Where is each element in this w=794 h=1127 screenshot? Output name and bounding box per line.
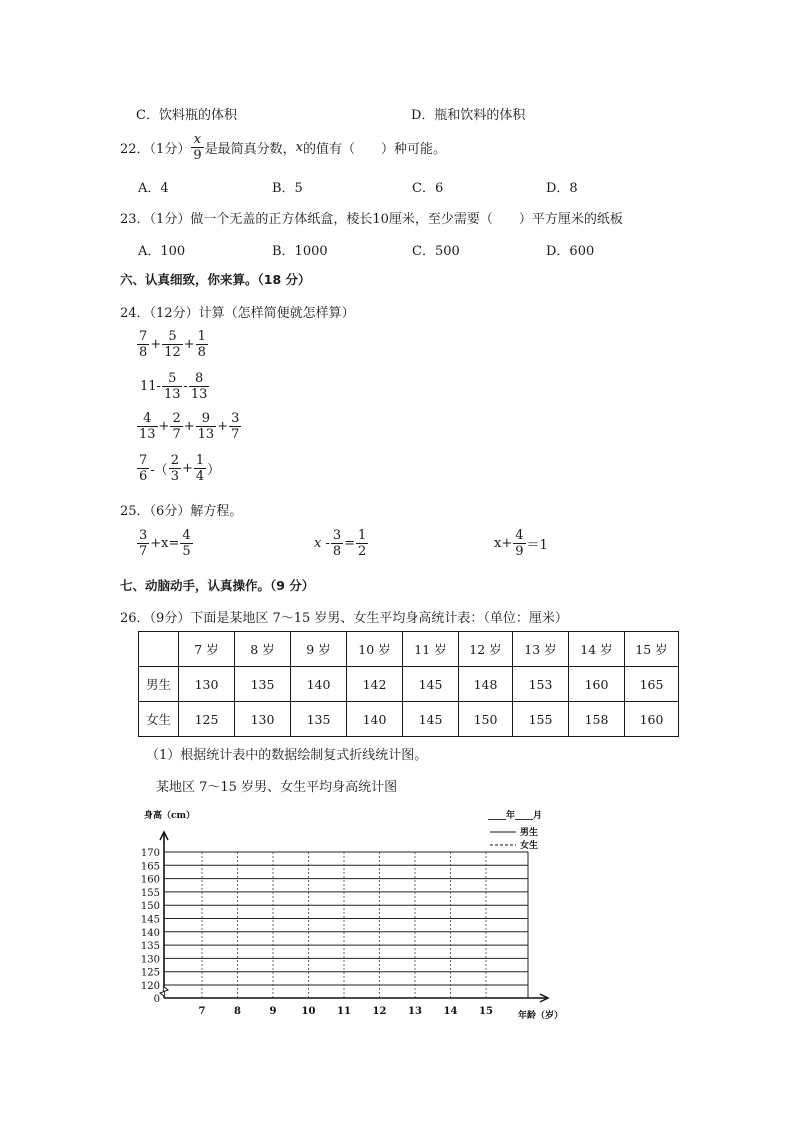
table-cell: 7 岁 — [179, 632, 235, 667]
q22-text-b: 的值有（ ）种可能。 — [302, 142, 446, 157]
q23-stem: 23．（1分）做一个无盖的正方体纸盒，棱长10厘米，至少需要（ ）平方厘米的纸板 — [120, 212, 623, 227]
fraction: $\frac{5}{13}$ — [163, 371, 181, 402]
q21-option-d: D．瓶和饮料的体积 — [411, 108, 526, 123]
table-cell: 8 岁 — [235, 632, 291, 667]
table-cell: 12 岁 — [459, 632, 513, 667]
y-axis-label: 身高（cm） — [144, 811, 196, 821]
section-heading: 七、动脑动手，认真操作。（9 分） — [120, 578, 315, 593]
fraction: $\frac{x}{9}$ — [193, 132, 202, 163]
fraction: $\frac{3}{8}$ — [332, 528, 342, 559]
y-tick-label: 170 — [140, 848, 160, 859]
x-tick-label: 9 — [269, 1006, 277, 1017]
q23-option: C．500 — [412, 244, 460, 259]
fraction: $\frac{2}{7}$ — [172, 411, 181, 442]
table-cell: 10 岁 — [347, 632, 403, 667]
x-tick-label: 12 — [372, 1006, 387, 1017]
table-cell: 160 — [625, 702, 679, 737]
table-cell: 142 — [347, 667, 403, 702]
table-cell: 150 — [459, 702, 513, 737]
x-tick-label: 10 — [301, 1006, 316, 1017]
fraction: $\frac{5}{12}$ — [164, 329, 181, 360]
q22-number: 22．（1分） — [120, 142, 191, 157]
operator: +x= — [150, 536, 180, 551]
y-tick-label: 160 — [140, 874, 160, 886]
q23-option: A．100 — [138, 244, 186, 259]
table-cell: 9 岁 — [291, 632, 347, 667]
operator: + — [183, 419, 195, 434]
q22-option: D．8 — [546, 181, 578, 196]
fraction: $\frac{1}{8}$ — [197, 329, 206, 360]
table-cell: 140 — [347, 702, 403, 737]
q21-option-c: C．饮料瓶的体积 — [136, 108, 237, 123]
axis-break-mark — [160, 987, 168, 996]
operand: x - — [314, 536, 330, 551]
table-cell: 135 — [235, 667, 291, 702]
y-tick-label: 165 — [140, 861, 160, 873]
fraction: $\frac{2}{3}$ — [170, 453, 179, 484]
fraction: $\frac{4}{5}$ — [182, 528, 191, 559]
table-cell: 14 岁 — [569, 632, 625, 667]
fraction: $\frac{1}{2}$ — [358, 528, 367, 559]
operator: = — [344, 536, 356, 551]
x-tick-label: 14 — [443, 1006, 458, 1017]
operator: + — [217, 419, 229, 434]
y-tick-label: 155 — [140, 887, 160, 899]
legend-date: ____年____月 — [488, 811, 543, 821]
table-cell: 女生 — [139, 702, 179, 737]
section-heading: 六、认真细致，你来算。（18 分） — [120, 272, 311, 287]
y-tick-label: 130 — [140, 954, 160, 966]
operator: - — [183, 379, 188, 394]
table-cell: 130 — [235, 702, 291, 737]
table-cell: 125 — [179, 702, 235, 737]
table-cell: 11 岁 — [403, 632, 459, 667]
fraction: $\frac{8}{13}$ — [190, 371, 208, 402]
fraction: $\frac{1}{4}$ — [195, 453, 205, 484]
fraction: $\frac{4}{9}$ — [515, 528, 524, 559]
operator: ） — [207, 463, 221, 478]
table-cell: 160 — [569, 667, 625, 702]
fraction: $\frac{9}{13}$ — [197, 411, 215, 442]
q22-option: A．4 — [138, 181, 169, 196]
y-tick-label: 150 — [140, 901, 160, 913]
legend-label: 男生 — [520, 828, 539, 838]
table-cell: 153 — [513, 667, 569, 702]
q25-stem: 25．（6分）解方程。 — [120, 504, 243, 519]
x-tick-label: 13 — [408, 1006, 422, 1017]
table-cell: 148 — [459, 667, 513, 702]
y-tick-label: 120 — [140, 981, 160, 992]
operand: 11- — [140, 379, 161, 394]
table-cell: 145 — [403, 702, 459, 737]
table-cell: 155 — [513, 702, 569, 737]
fraction: $\frac{3}{7}$ — [139, 528, 148, 559]
q24-stem: 24．（12分）计算（怎样简便就怎样算） — [120, 306, 355, 321]
x-tick-label: 8 — [234, 1006, 241, 1017]
operator: + — [181, 461, 193, 476]
x-axis-label: 年龄（岁） — [518, 1011, 564, 1021]
table-cell: 13 岁 — [513, 632, 569, 667]
operator: -（ — [150, 463, 168, 478]
x-tick-label: 15 — [479, 1006, 493, 1017]
operator: + — [158, 419, 170, 434]
table-cell: 140 — [291, 667, 347, 702]
x-tick-label: 11 — [337, 1006, 351, 1017]
q23-option: D．600 — [546, 244, 595, 259]
q22-option: C．6 — [412, 181, 444, 196]
operator: + — [150, 337, 162, 352]
table-cell: 男生 — [139, 667, 179, 702]
table-cell: 135 — [291, 702, 347, 737]
fraction: $\frac{3}{7}$ — [231, 411, 240, 442]
table-cell: 130 — [179, 667, 235, 702]
y-tick-label: 145 — [140, 914, 160, 926]
y-tick-label: 140 — [140, 927, 160, 939]
y-tick-label: 135 — [140, 941, 160, 953]
chart-title: 某地区 7～15 岁男、女生平均身高统计图 — [156, 780, 398, 795]
operator: ＝1 — [526, 538, 548, 553]
x-tick-label: 7 — [198, 1006, 206, 1017]
y-tick-label: 0 — [153, 994, 160, 1005]
table-cell: 145 — [403, 667, 459, 702]
q22-variable: x — [295, 140, 303, 155]
operand: x+ — [494, 536, 513, 551]
fraction: $\frac{7}{8}$ — [139, 329, 148, 360]
q22-option: B．5 — [272, 181, 303, 196]
q26-stem: 26．（9分）下面是某地区 7～15 岁男、女生平均身高统计表：（单位：厘米） — [120, 611, 568, 626]
q22-text-a: 是最简真分数， — [204, 142, 296, 157]
q26-sub-question: （1）根据统计表中的数据绘制复式折线统计图。 — [146, 748, 428, 763]
q23-option: B．1000 — [272, 244, 328, 259]
y-tick-label: 125 — [140, 967, 160, 979]
legend-label: 女生 — [520, 841, 539, 851]
table-cell: 165 — [625, 667, 679, 702]
operator: + — [183, 337, 195, 352]
table-cell: 158 — [569, 702, 625, 737]
fraction: $\frac{4}{13}$ — [139, 411, 156, 442]
table-cell: 15 岁 — [625, 632, 679, 667]
fraction: $\frac{7}{6}$ — [139, 453, 148, 484]
